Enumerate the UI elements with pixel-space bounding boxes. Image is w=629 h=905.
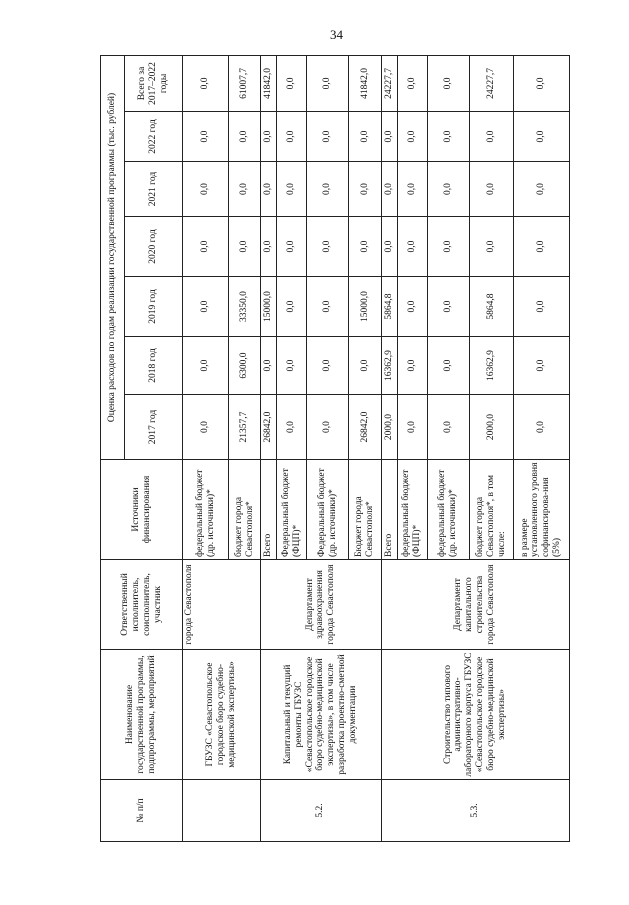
value-cell: 0,0: [307, 337, 349, 395]
value-cell: 0,0: [307, 395, 349, 460]
value-cell: 0,0: [397, 277, 427, 337]
value-cell: 0,0: [427, 55, 469, 111]
source-cell: федеральный бюджет (др. источники)*: [427, 460, 469, 560]
value-cell: 0,0: [427, 395, 469, 460]
year-total: Всего за 2017–2022 годы: [125, 55, 183, 111]
value-cell: 26842,0: [349, 395, 381, 460]
block2-responsible: Департамент здравоохранения города Севастополя: [261, 560, 381, 650]
value-cell: 0,0: [307, 55, 349, 111]
value-cell: 0,0: [277, 217, 307, 277]
value-cell: 0,0: [381, 217, 397, 277]
value-cell: 0,0: [513, 395, 569, 460]
block3-responsible: Департамент капитального строительства города Севастополя: [381, 560, 569, 650]
value-cell: 0,0: [397, 162, 427, 217]
value-cell: 0,0: [397, 217, 427, 277]
value-cell: 0,0: [183, 277, 229, 337]
value-cell: 0,0: [307, 217, 349, 277]
value-cell: 0,0: [261, 112, 277, 162]
block3-name: Строительство типового административно-лабораторного корпуса ГБУЗС «Севастопольское городское бюро судебно-медицинской экспертизы»: [381, 650, 569, 780]
value-cell: 0,0: [397, 337, 427, 395]
value-cell: 0,0: [229, 162, 261, 217]
header-responsible: Ответственный исполнитель, соисполнитель, участник: [101, 560, 183, 650]
value-cell: 0,0: [277, 55, 307, 111]
value-cell: 0,0: [307, 112, 349, 162]
source-cell: бюджет города Севастополя*, в том числе:: [469, 460, 513, 560]
value-cell: 0,0: [427, 277, 469, 337]
value-cell: 0,0: [307, 162, 349, 217]
value-cell: 0,0: [427, 162, 469, 217]
value-cell: 41842,0: [261, 55, 277, 111]
value-cell: 0,0: [513, 337, 569, 395]
value-cell: 0,0: [183, 337, 229, 395]
value-cell: 0,0: [277, 277, 307, 337]
value-cell: 0,0: [513, 162, 569, 217]
source-cell: Бюджет города Севастополя*: [349, 460, 381, 560]
header-no: № п/п: [101, 780, 183, 842]
block2-name: Капитальный и текущий ремонты ГБУЗС «Севастопольское городское бюро судебно-медицинской экспертизы», в том числе разработка проектно-сметной документации: [261, 650, 381, 780]
page-number: 34: [330, 27, 343, 42]
value-cell: 0,0: [261, 337, 277, 395]
table-row: [183, 55, 229, 841]
block1-no: [183, 780, 261, 842]
value-cell: 16362,9: [469, 337, 513, 395]
value-cell: 0,0: [261, 217, 277, 277]
source-cell: Всего: [261, 460, 277, 560]
value-cell: 0,0: [183, 217, 229, 277]
value-cell: 0,0: [397, 395, 427, 460]
value-cell: 0,0: [183, 395, 229, 460]
block2-no: 5.2.: [261, 780, 381, 842]
value-cell: 15000,0: [349, 277, 381, 337]
year-2022: 2022 год: [125, 112, 183, 162]
budget-table: [100, 55, 570, 842]
value-cell: 0,0: [469, 112, 513, 162]
value-cell: 0,0: [397, 55, 427, 111]
value-cell: 0,0: [469, 217, 513, 277]
value-cell: 61007,7: [229, 55, 261, 111]
source-cell: федеральный бюджет (др. источники)*: [183, 460, 229, 560]
value-cell: 0,0: [183, 162, 229, 217]
value-cell: 0,0: [397, 112, 427, 162]
header-estimate: Оценка расходов по годам реализации государственной программы (тыс. рублей): [101, 55, 125, 459]
year-2019: 2019 год: [125, 277, 183, 337]
header-sources: Источники финансирования: [101, 460, 183, 560]
rotated-table-inner: [100, 56, 570, 842]
value-cell: 0,0: [277, 395, 307, 460]
source-cell: бюджет города Севастополя*: [229, 460, 261, 560]
value-cell: 21357,7: [229, 395, 261, 460]
source-cell: в размере установленного уровня софинансирова-ния (5%): [513, 460, 569, 560]
value-cell: 0,0: [513, 55, 569, 111]
year-2018: 2018 год: [125, 337, 183, 395]
value-cell: 0,0: [349, 112, 381, 162]
value-cell: 0,0: [427, 217, 469, 277]
value-cell: 0,0: [229, 112, 261, 162]
value-cell: 0,0: [513, 277, 569, 337]
value-cell: 0,0: [349, 217, 381, 277]
value-cell: 26842,0: [261, 395, 277, 460]
value-cell: 0,0: [513, 217, 569, 277]
year-2021: 2021 год: [125, 162, 183, 217]
value-cell: 0,0: [183, 112, 229, 162]
value-cell: 0,0: [427, 112, 469, 162]
block1-responsible: города Севастополя: [183, 560, 261, 650]
value-cell: 0,0: [277, 112, 307, 162]
value-cell: 33350,0: [229, 277, 261, 337]
header-row-1: [101, 55, 125, 841]
value-cell: 15000,0: [261, 277, 277, 337]
value-cell: 0,0: [381, 112, 397, 162]
value-cell: 0,0: [349, 162, 381, 217]
value-cell: 0,0: [183, 55, 229, 111]
source-cell: федеральный бюджет (ФЦП)*: [397, 460, 427, 560]
source-cell: Федеральный бюджет (ФЦП)*: [277, 460, 307, 560]
value-cell: 16362,9: [381, 337, 397, 395]
header-name: Наименование государственной программы, подпрограммы, мероприятий: [101, 650, 183, 780]
value-cell: 5864,8: [469, 277, 513, 337]
year-2020: 2020 год: [125, 217, 183, 277]
rotated-table-area: [100, 56, 570, 842]
value-cell: 24227,7: [381, 55, 397, 111]
table-row: [381, 55, 397, 841]
year-2017: 2017 год: [125, 395, 183, 460]
value-cell: 0,0: [261, 162, 277, 217]
value-cell: 41842,0: [349, 55, 381, 111]
value-cell: 0,0: [277, 337, 307, 395]
source-cell: Федеральный бюджет (др. источники)*: [307, 460, 349, 560]
value-cell: 2000,0: [469, 395, 513, 460]
value-cell: 0,0: [381, 162, 397, 217]
value-cell: 2000,0: [381, 395, 397, 460]
block3-no: 5.3.: [381, 780, 569, 842]
value-cell: 0,0: [349, 337, 381, 395]
block1-name: ГБУЗС «Севастопольское городское бюро судебно-медицинской экспертизы»: [183, 650, 261, 780]
value-cell: 5864,8: [381, 277, 397, 337]
value-cell: 0,0: [307, 277, 349, 337]
table-row: [261, 55, 277, 841]
value-cell: 0,0: [513, 112, 569, 162]
value-cell: 0,0: [277, 162, 307, 217]
value-cell: 0,0: [469, 162, 513, 217]
value-cell: 24227,7: [469, 55, 513, 111]
value-cell: 6300,0: [229, 337, 261, 395]
value-cell: 0,0: [229, 217, 261, 277]
source-cell: Всего: [381, 460, 397, 560]
value-cell: 0,0: [427, 337, 469, 395]
